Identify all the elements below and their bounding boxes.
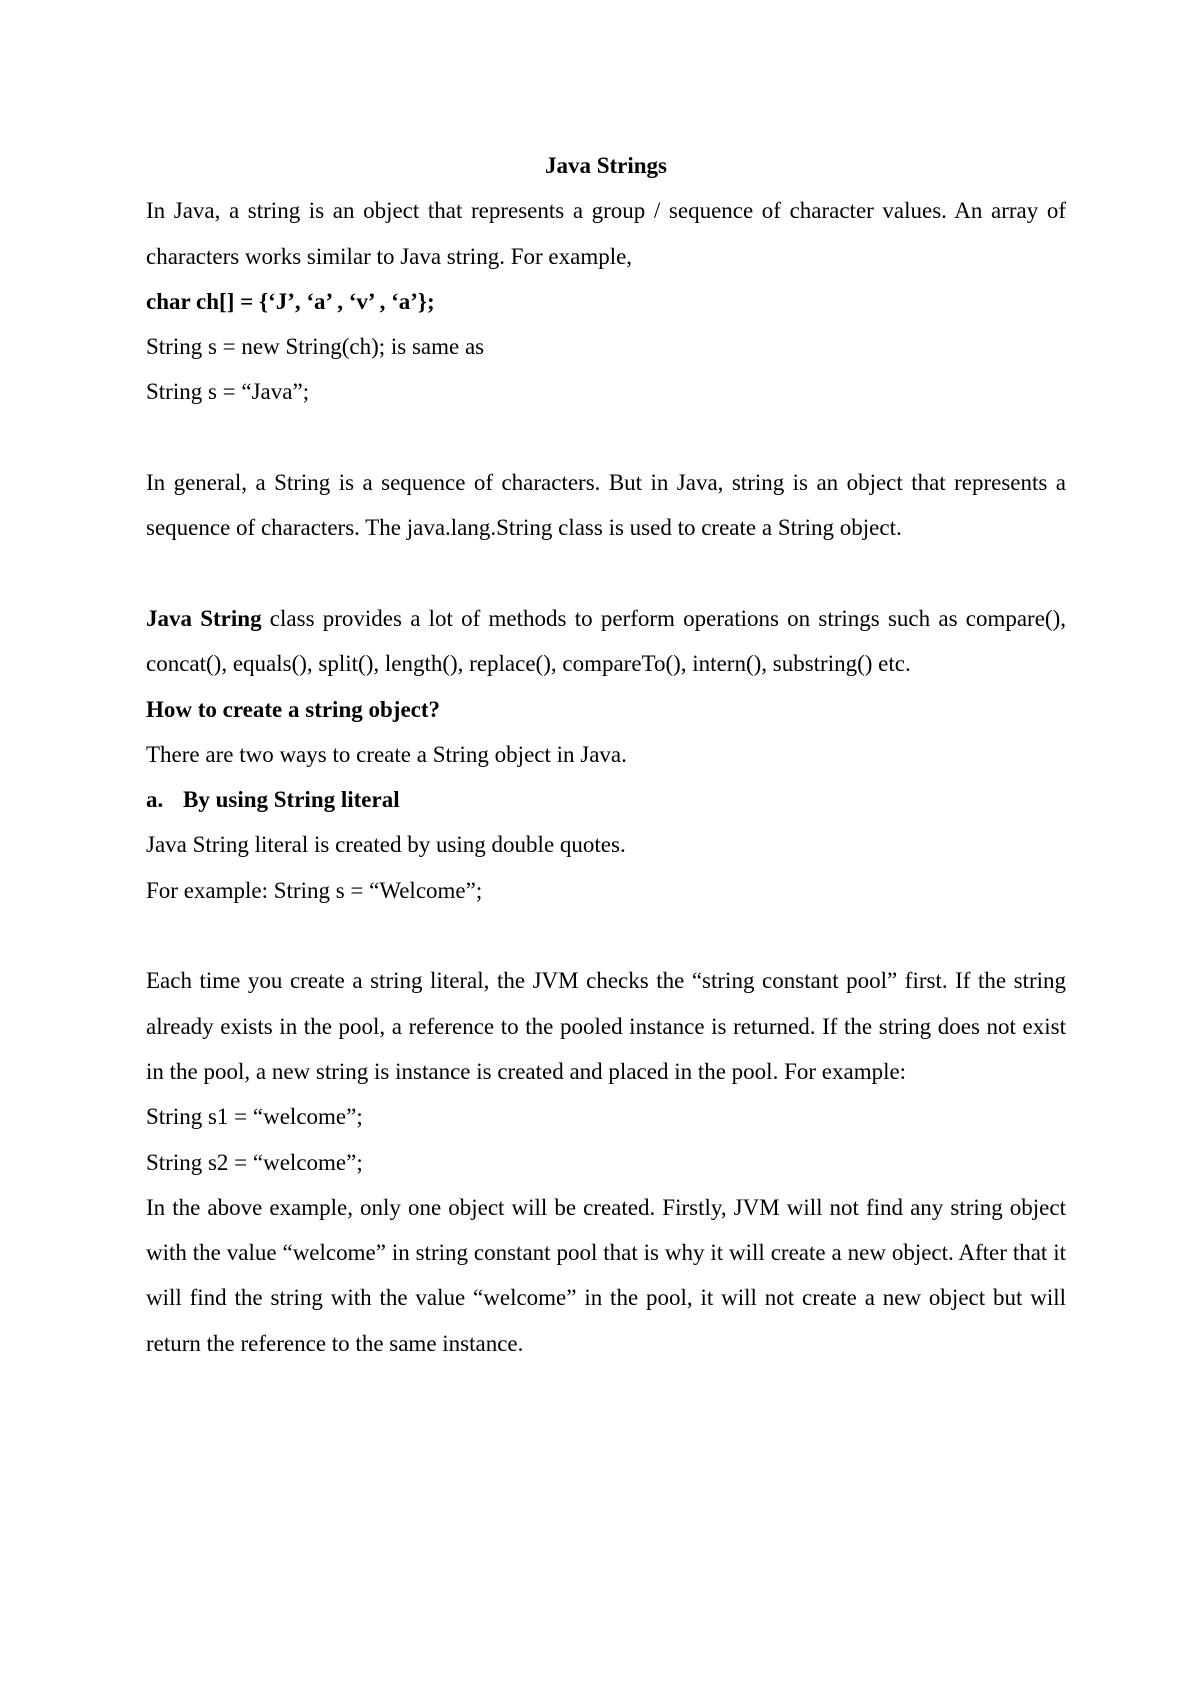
methods-text: class provides a lot of methods to perform operations on strings such as compare(), concat(), equals(), split(), length(), replace(), compareTo(), intern(), substring() etc. [146, 605, 1066, 677]
pool-paragraph: Each time you create a string literal, the JVM checks the “string constant pool” first. If the string already exists in the pool, a reference to the pooled instance is returned. If the string does not exist in the pool, a new string is instance is created and placed in the pool. For example: [146, 968, 1066, 1084]
code-char-text: char ch[] = {‘J’, ‘a’ , ‘v’ , ‘a’}; [146, 288, 435, 314]
code-string-literal: String s = “Java”; [146, 379, 310, 405]
create-heading: How to create a string object? [146, 696, 441, 722]
item-a-label: By using String literal [183, 787, 400, 813]
code-s2: String s2 = “welcome”; [146, 1149, 363, 1175]
create-paragraph: There are two ways to create a String object in Java. [146, 741, 627, 767]
code-new-string: String s = new String(ch); is same as [146, 334, 485, 360]
paragraph-gap [146, 551, 1066, 596]
literal-example: For example: String s = “Welcome”; [146, 877, 483, 903]
paragraph-gap [146, 415, 1066, 460]
code-char-array [146, 279, 1066, 324]
literal-paragraph: Java String literal is created by using double quotes. [146, 832, 626, 858]
general-paragraph: In general, a String is a sequence of characters. But in Java, string is an object that represents a sequence of characters. The java.lang.String class is used to create a String object. [146, 470, 1066, 541]
methods-bold-lead: Java String [146, 605, 262, 631]
item-a-heading [146, 777, 1066, 822]
document-body [146, 143, 1066, 1366]
explanation-paragraph: In the above example, only one object will be created. Firstly, JVM will not find any string object with the value “welcome” in string constant pool that is why it will create a new object. After that it will find the string with the value “welcome” in the pool, it will not create a new object but will return the reference to the same instance. [146, 1194, 1066, 1356]
intro-paragraph: In Java, a string is an object that represents a group / sequence of character values. An array of characters works similar to Java string. For example, [146, 198, 1066, 269]
item-a-marker: a. [146, 787, 164, 813]
paragraph-gap [146, 913, 1066, 958]
page-title: Java Strings [544, 153, 668, 178]
methods-paragraph [146, 596, 1066, 687]
code-s1: String s1 = “welcome”; [146, 1104, 363, 1130]
